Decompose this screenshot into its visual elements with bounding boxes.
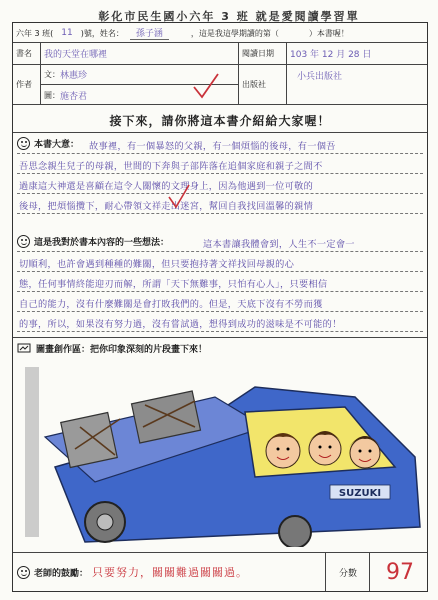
footer-row <box>13 552 427 591</box>
summary-heading: 本書大意： <box>34 140 80 150</box>
book-title-value: 我的天堂在哪裡 <box>41 43 239 64</box>
student-name: 孫子涵 <box>130 26 169 40</box>
book-count-label: ，這是我這學期讀的第（ <box>190 28 279 38</box>
title-label: 書名 <box>13 43 41 64</box>
date-label: 閱讀日期 <box>239 43 287 64</box>
worksheet-frame <box>12 22 428 592</box>
summary-line: 故事裡，有一個暴怒的父親，有一個煩惱的後母，有一個吾 <box>89 141 336 152</box>
reflection-heading: 這是我對於書本內容的一些想法： <box>34 238 170 248</box>
teacher-label: 老師的鼓勵： <box>34 568 89 579</box>
illustrator-value: 施杏君 <box>60 91 88 102</box>
worksheet-title: 彰化市民生國小六年 3 班 就是愛閱讀學習單 <box>98 10 360 23</box>
seat-number: 11 <box>61 28 73 38</box>
reading-date-value: 103 年 12 月 28 日 <box>290 50 372 60</box>
banner-row <box>13 105 427 133</box>
pencil-icon <box>17 341 33 355</box>
reflection-line: 態，任何事情終能迎刃而解，所謂「天下無難事，只怕有心人」，只要相信 <box>19 279 328 290</box>
reflection-line: 切順利，也許會遇到種種的難關，但只要抱持著文祥找回母親的心 <box>19 259 295 270</box>
seat-suffix: )號，姓名： <box>80 28 124 38</box>
teacher-check-mark-icon <box>191 71 221 101</box>
truck-drawing <box>25 357 425 547</box>
book-title-row <box>13 43 427 65</box>
text-author-label: 文： <box>44 70 60 79</box>
class-prefix: 六年 3 班( <box>16 28 54 38</box>
worksheet <box>4 0 434 600</box>
truck-logo-text: SUZUKI <box>338 488 382 499</box>
reflection-line: 這本書讓我體會到，人生不一定會一 <box>203 239 355 250</box>
summary-line: 後母，把煩惱攬下，耐心帶領文祥走出迷宮，幫回自我找回溫馨的親情 <box>19 201 314 212</box>
introduce-banner: 接下來，請你將這本書介紹給大家喔！ <box>109 114 331 128</box>
score-label: 分數 <box>325 553 370 591</box>
publisher-value: 小兵出版社 <box>297 72 343 82</box>
reflection-line: 自己的能力，沒有什麼難關是會打敗我們的。但是，天底下沒有不勞而獲 <box>19 299 323 310</box>
score-value: 97 <box>386 559 414 585</box>
smiley-face-icon <box>17 566 30 579</box>
illustrator-label: 圖： <box>44 90 60 100</box>
teacher-comment: 只要努力，關關難過關關過。 <box>92 566 249 579</box>
summary-line: 過康這大神還是喜顧在這令人關懷的文理身上，因為他遇到一位可敬的 <box>19 181 314 192</box>
smiley-face-icon <box>17 235 30 248</box>
drawing-heading: 圖畫創作區：把你印象深刻的片段畫下來！ <box>36 344 208 355</box>
author-row <box>13 65 427 105</box>
reflection-section <box>17 233 423 353</box>
summary-section <box>17 135 423 235</box>
text-author-value: 林惠珍 <box>60 71 88 81</box>
publisher-label: 出版社 <box>239 65 287 104</box>
student-info-row <box>13 23 427 43</box>
reflection-line: 的事，所以，如果沒有努力過，沒有嘗試過，想得到成功的滋味是不可能的！ <box>19 319 342 330</box>
summary-line: 吾思念親生兒子的母親，世間的下奔與子部阵落在追個家庭和親子之間不 <box>19 161 323 172</box>
smiley-face-icon <box>17 137 30 150</box>
author-label: 作者 <box>13 65 41 104</box>
teacher-check-mark-icon <box>167 183 191 209</box>
drawing-section <box>17 341 423 531</box>
book-count-suffix: ）本書喔！ <box>308 28 349 38</box>
